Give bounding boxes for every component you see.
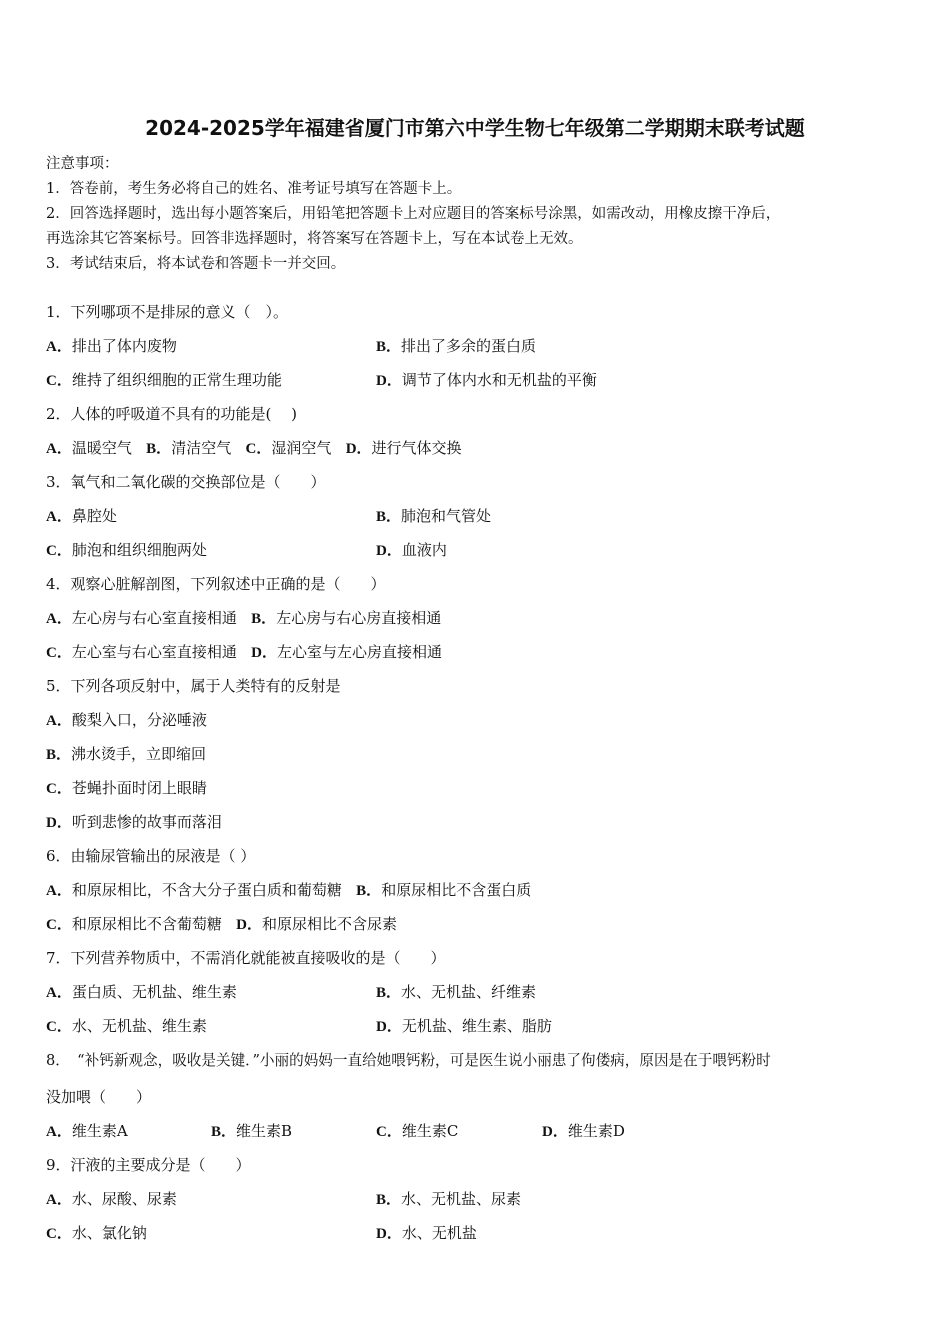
question-7-stem: 7．下列营养物质中，不需消化就能被直接吸收的是（ ） — [46, 949, 446, 967]
question-5-option-a: A．酸梨入口，分泌唾液 — [46, 711, 207, 729]
question-5-stem: 5．下列各项反射中，属于人类特有的反射是 — [46, 677, 341, 695]
option-c: C．左心室与右心室直接相通 — [46, 643, 237, 661]
option-a: A．左心房与右心室直接相通 — [46, 609, 237, 627]
notice-line: 再选涂其它答案标号。回答非选择题时，将答案写在答题卡上，写在本试卷上无效。 — [46, 231, 583, 247]
question-5-option-d: D．听到悲惨的故事而落泪 — [46, 813, 222, 831]
question-5-option-b: B．沸水烫手，立即缩回 — [46, 745, 207, 763]
option-c: C．水、无机盐、维生素 — [46, 1017, 207, 1035]
option-c: C．湿润空气 — [245, 439, 332, 457]
question-6-options-row2 — [46, 913, 397, 934]
option-d: D．和原尿相比不含尿素 — [236, 915, 398, 933]
option-a: A．排出了体内废物 — [46, 337, 177, 355]
question-9-stem: 9．汗液的主要成分是（ ） — [46, 1156, 251, 1174]
question-4-stem: 4．观察心脏解剖图，下列叙述中正确的是（ ） — [46, 575, 386, 593]
option-b: B．肺泡和气管处 — [376, 507, 492, 525]
option-d: D．水、无机盐 — [376, 1224, 477, 1242]
option-a: A．维生素A — [46, 1122, 128, 1140]
option-d: D．无机盐、维生素、脂肪 — [376, 1017, 552, 1035]
option-b: B．清洁空气 — [146, 439, 232, 457]
option-d: D．进行气体交换 — [345, 439, 462, 457]
option-d: D．左心室与左心房直接相通 — [251, 643, 443, 661]
question-1-options-row2 — [46, 369, 906, 390]
notice-heading: 注意事项： — [46, 156, 119, 172]
question-2-stem: 2．人体的呼吸道不具有的功能是( ) — [46, 405, 298, 423]
option-b: B．和原尿相比不含蛋白质 — [356, 881, 532, 899]
question-9-options-row2 — [46, 1222, 906, 1243]
option-c: C．维生素C — [376, 1122, 459, 1140]
option-d: D．维生素D — [542, 1122, 625, 1140]
question-7-options-row1 — [46, 981, 906, 1002]
option-b: B．水、无机盐、纤维素 — [376, 983, 537, 1001]
option-a: A．鼻腔处 — [46, 507, 117, 525]
question-3-options-row2 — [46, 539, 906, 560]
question-8-stem-line1: 8． “补钙新观念，吸收是关键．”小丽的妈妈一直给她喂钙粉，可是医生说小丽患了佝偻病，原因是在于喂钙粉时 — [46, 1052, 771, 1069]
notice-line: 3．考试结束后，将本试卷和答题卡一并交回。 — [46, 256, 346, 272]
question-9-options-row1 — [46, 1188, 906, 1209]
question-8-stem-line2: 没加喂（ ） — [46, 1088, 152, 1106]
option-b: B．排出了多余的蛋白质 — [376, 337, 537, 355]
option-a: A．和原尿相比，不含大分子蛋白质和葡萄糖 — [46, 881, 342, 899]
notice-section — [46, 152, 906, 277]
question-3-stem: 3．氧气和二氧化碳的交换部位是（ ） — [46, 473, 326, 491]
question-3-options-row1 — [46, 505, 906, 526]
question-2-options — [46, 437, 462, 458]
question-1-options-row1 — [46, 335, 906, 356]
option-a: A．温暖空气 — [46, 439, 132, 457]
option-b: B．水、无机盐、尿素 — [376, 1190, 522, 1208]
option-c: C．肺泡和组织细胞两处 — [46, 541, 207, 559]
notice-line: 1．答卷前，考生务必将自己的姓名、准考证号填写在答题卡上。 — [46, 181, 462, 197]
option-d: D．血液内 — [376, 541, 447, 559]
question-6-stem: 6．由输尿管输出的尿液是（ ） — [46, 847, 256, 865]
option-b: B．维生素B — [211, 1122, 293, 1140]
question-5-option-c: C．苍蝇扑面时闭上眼睛 — [46, 779, 207, 797]
question-1-stem: 1．下列哪项不是排尿的意义（ ）。 — [46, 303, 289, 321]
option-c: C．水、氯化钠 — [46, 1224, 147, 1242]
option-c: C．和原尿相比不含葡萄糖 — [46, 915, 222, 933]
option-c: C．维持了组织细胞的正常生理功能 — [46, 371, 282, 389]
question-6-options-row1 — [46, 879, 531, 900]
option-d: D．调节了体内水和无机盐的平衡 — [376, 371, 597, 389]
question-8-options — [46, 1120, 906, 1141]
option-a: A．水、尿酸、尿素 — [46, 1190, 177, 1208]
question-4-options-row1 — [46, 607, 441, 628]
option-b: B．左心房与右心房直接相通 — [251, 609, 442, 627]
page-title: 2024-2025学年福建省厦门市第六中学生物七年级第二学期期末联考试题 — [145, 116, 805, 140]
question-4-options-row2 — [46, 641, 442, 662]
option-a: A．蛋白质、无机盐、维生素 — [46, 983, 237, 1001]
question-7-options-row2 — [46, 1015, 906, 1036]
notice-line: 2．回答选择题时，选出每小题答案后，用铅笔把答题卡上对应题目的答案标号涂黑，如需改动，用橡皮擦干净后， — [46, 206, 781, 222]
